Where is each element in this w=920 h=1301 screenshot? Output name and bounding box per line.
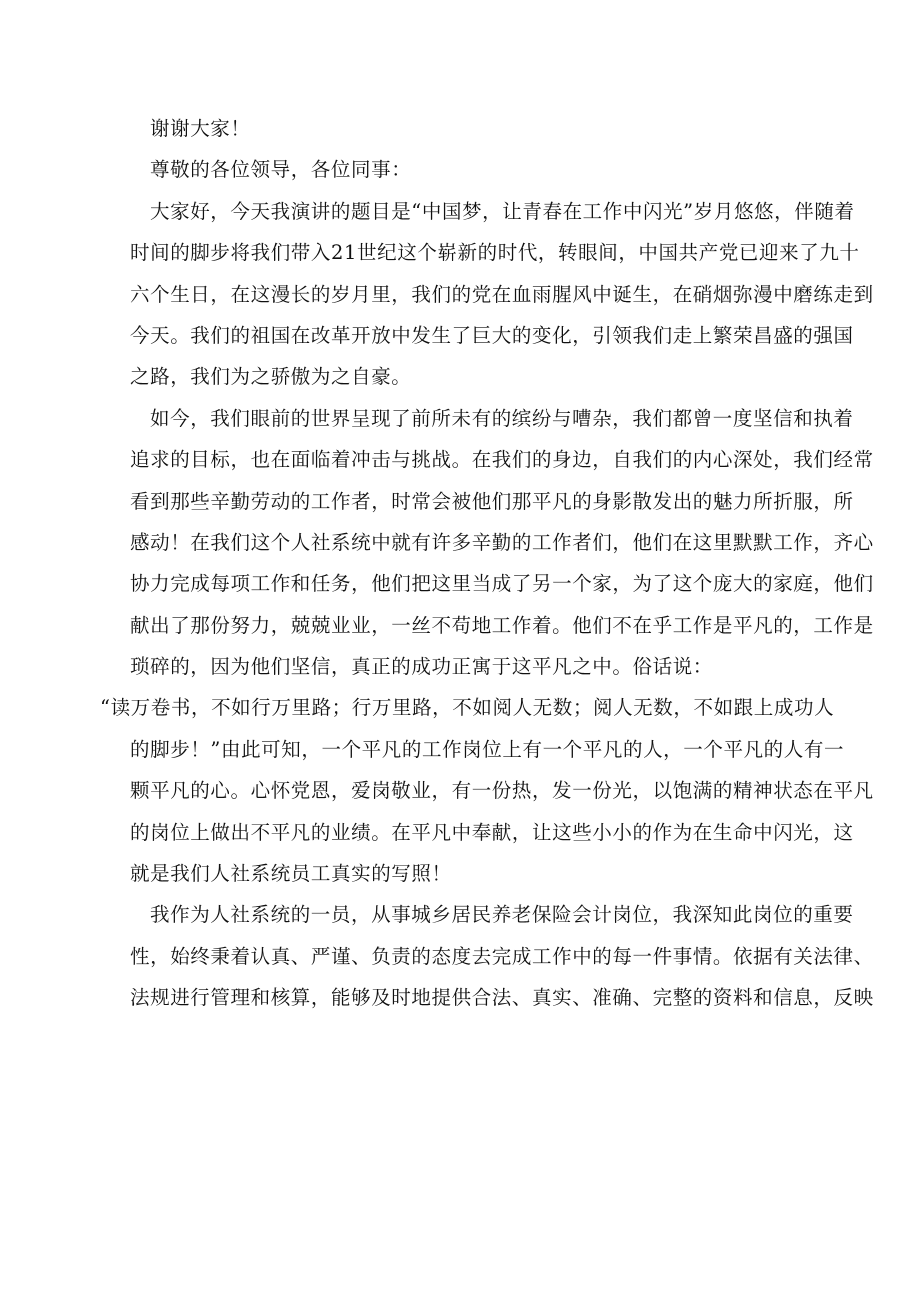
paragraph-intro xyxy=(130,191,874,398)
paragraph-myself xyxy=(130,894,874,1018)
text-line: “读万卷书，不如行万里路；行万里路，不如阅人无数；阅人无数，不如跟上成功人 xyxy=(100,696,835,720)
text-line: 琐碎的，因为他们坚信，真正的成功正寓于这平凡之中。俗话说： xyxy=(130,655,713,679)
paragraph-today xyxy=(100,398,874,895)
text-line: 性，始终秉着认真、严谨、负责的态度去完成工作中的每一件事情。依据有关法律、 xyxy=(130,944,874,968)
text-line: 看到那些辛勤劳动的工作者，时常会被他们那平凡的身影散发出的魅力所折服，所 xyxy=(130,489,854,513)
text-line: 感动！在我们这个人社系统中就有许多辛勤的工作者们，他们在这里默默工作，齐心 xyxy=(130,530,874,554)
text-line: 我作为人社系统的一员，从事城乡居民养老保险会计岗位，我深知此岗位的重要 xyxy=(150,903,854,927)
paragraph-thanks xyxy=(130,108,820,149)
text-line: 献出了那份努力，兢兢业业，一丝不苟地工作着。他们不在乎工作是平凡的，工作是 xyxy=(130,613,874,637)
text-line: 时间的脚步将我们带入21世纪这个崭新的时代，转眼间，中国共产党已迎来了九十 xyxy=(130,241,860,265)
text-line: 六个生日，在这漫长的岁月里，我们的党在血雨腥风中诞生，在硝烟弥漫中磨练走到 xyxy=(130,282,874,306)
text-line: 追求的目标，也在面临着冲击与挑战。在我们的身边，自我们的内心深处，我们经常 xyxy=(130,448,874,472)
text-line: 之路，我们为之骄傲为之自豪。 xyxy=(130,365,412,389)
text-line: 协力完成每项工作和任务，他们把这里当成了另一个家，为了这个庞大的家庭，他们 xyxy=(130,572,874,596)
paragraph-salutation xyxy=(130,149,820,190)
text-line: 尊敬的各位领导，各位同事： xyxy=(150,158,412,182)
text-line: 颗平凡的心。心怀党恩，爱岗敬业，有一份热，发一份光，以饱满的精神状态在平凡 xyxy=(130,779,874,803)
text-line: 就是我们人社系统员工真实的写照！ xyxy=(130,862,452,886)
text-line: 今天。我们的祖国在改革开放中发生了巨大的变化，引领我们走上繁荣昌盛的强国 xyxy=(130,323,854,347)
text-line: 的脚步！”由此可知，一个平凡的工作岗位上有一个平凡的人，一个平凡的人有一 xyxy=(130,737,845,761)
text-line: 的岗位上做出不平凡的业绩。在平凡中奉献，让这些小小的作为在生命中闪光，这 xyxy=(130,820,854,844)
text-line: 如今，我们眼前的世界呈现了前所未有的缤纷与嘈杂，我们都曾一度坚信和执着 xyxy=(150,406,854,430)
text-line: 法规进行管理和核算，能够及时地提供合法、真实、准确、完整的资料和信息，反映 xyxy=(130,986,874,1010)
text-line: 谢谢大家！ xyxy=(150,117,251,140)
text-line: 大家好，今天我演讲的题目是“中国梦，让青春在工作中闪光”岁月悠悠，伴随着 xyxy=(150,199,855,223)
